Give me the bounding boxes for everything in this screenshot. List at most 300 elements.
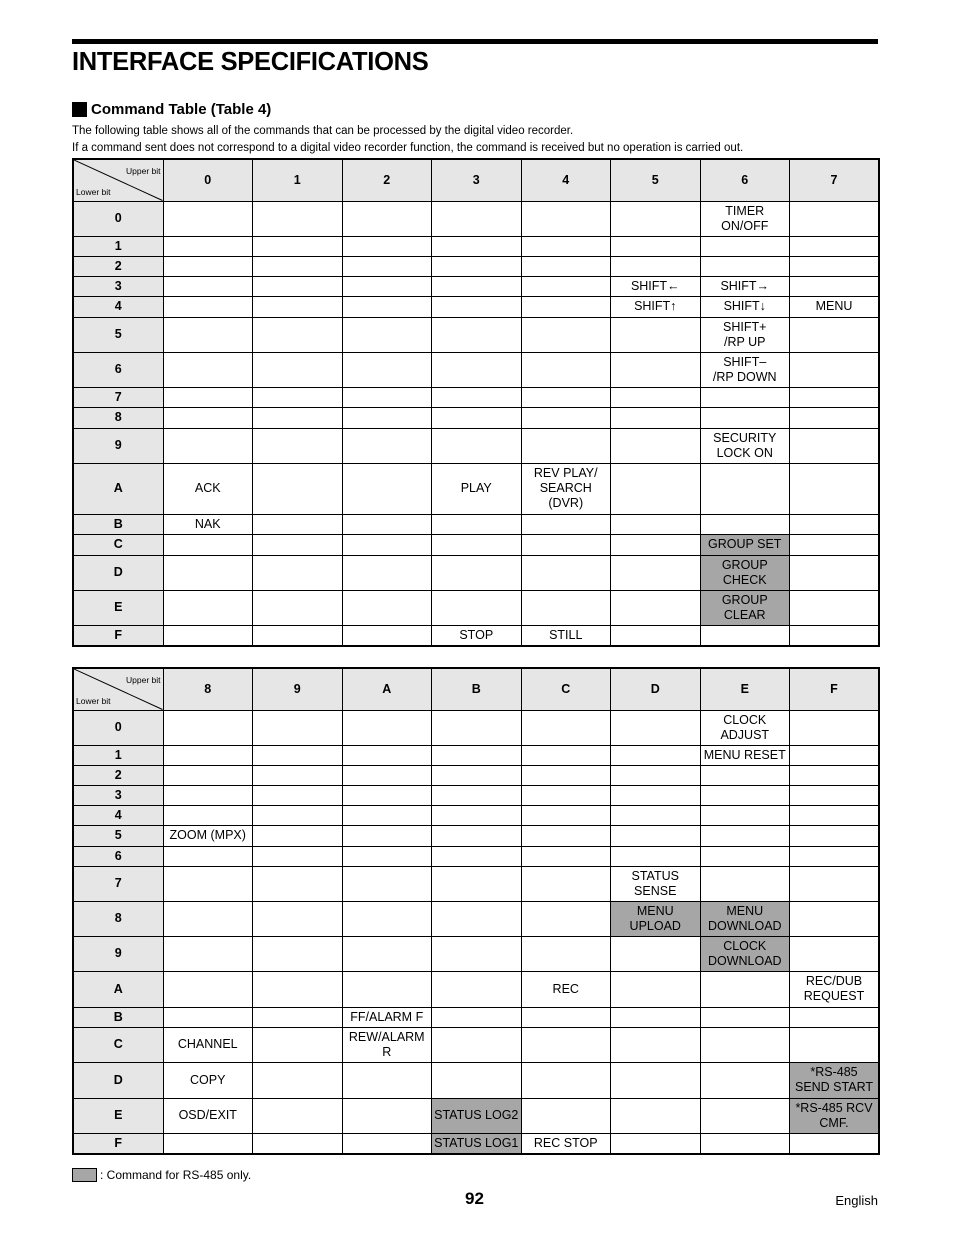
command-cell xyxy=(342,201,432,236)
command-cell xyxy=(790,387,880,407)
command-cell xyxy=(342,514,432,534)
command-cell xyxy=(790,590,880,625)
command-cell xyxy=(253,590,343,625)
table-row xyxy=(73,1098,879,1133)
column-header: 4 xyxy=(521,159,611,201)
table-row xyxy=(73,901,879,936)
command-cell xyxy=(432,901,522,936)
command-cell xyxy=(432,1027,522,1062)
command-cell xyxy=(432,236,522,256)
command-cell: STATUS SENSE xyxy=(611,866,701,901)
row-header: D xyxy=(73,555,163,590)
command-cell xyxy=(432,785,522,805)
command-cell xyxy=(790,866,880,901)
command-cell xyxy=(790,555,880,590)
command-cell xyxy=(163,387,253,407)
command-cell xyxy=(700,846,790,866)
command-cell xyxy=(253,745,343,765)
command-cell: STILL xyxy=(521,625,611,646)
command-cell xyxy=(253,256,343,276)
table-row xyxy=(73,745,879,765)
table-row xyxy=(73,352,879,387)
row-header: F xyxy=(73,1133,163,1154)
command-cell xyxy=(521,534,611,555)
command-cell xyxy=(611,710,701,745)
row-header: 0 xyxy=(73,710,163,745)
command-cell-rs485: STATUS LOG2 xyxy=(432,1098,522,1133)
command-cell xyxy=(253,936,343,971)
command-cell xyxy=(432,936,522,971)
rs485-swatch xyxy=(72,1168,97,1182)
table-row xyxy=(73,296,879,317)
table-row xyxy=(73,256,879,276)
row-header: 8 xyxy=(73,407,163,428)
command-cell xyxy=(163,352,253,387)
command-cell xyxy=(521,1098,611,1133)
command-cell xyxy=(611,236,701,256)
command-cell: SHIFT← xyxy=(611,276,701,296)
command-cell xyxy=(432,428,522,463)
command-cell xyxy=(521,407,611,428)
command-cell-rs485: GROUP SET xyxy=(700,534,790,555)
command-cell xyxy=(700,1062,790,1098)
command-cell xyxy=(253,428,343,463)
command-cell xyxy=(700,407,790,428)
command-cell xyxy=(432,805,522,825)
command-cell xyxy=(521,825,611,846)
command-cell xyxy=(521,276,611,296)
table-row xyxy=(73,805,879,825)
command-cell: CLOCK ADJUST xyxy=(700,710,790,745)
command-cell xyxy=(253,710,343,745)
command-cell-rs485: CLOCK DOWNLOAD xyxy=(700,936,790,971)
command-cell xyxy=(342,710,432,745)
command-cell xyxy=(342,1062,432,1098)
table-row xyxy=(73,625,879,646)
lower-bit-label: Lower bit xyxy=(76,186,111,197)
table-row xyxy=(73,1007,879,1027)
command-cell xyxy=(432,765,522,785)
command-cell xyxy=(432,407,522,428)
row-header: 7 xyxy=(73,387,163,407)
command-cell-rs485: *RS-485 RCV CMF. xyxy=(790,1098,880,1133)
column-header: 1 xyxy=(253,159,343,201)
command-cell xyxy=(521,1007,611,1027)
command-cell xyxy=(700,463,790,514)
command-cell xyxy=(790,256,880,276)
command-cell-rs485: MENU DOWNLOAD xyxy=(700,901,790,936)
command-cell: ZOOM (MPX) xyxy=(163,825,253,846)
command-cell: COPY xyxy=(163,1062,253,1098)
row-header: D xyxy=(73,1062,163,1098)
command-cell-rs485: STATUS LOG1 xyxy=(432,1133,522,1154)
row-header: 2 xyxy=(73,256,163,276)
row-header: 0 xyxy=(73,201,163,236)
command-cell xyxy=(432,555,522,590)
table-row xyxy=(73,1027,879,1062)
command-cell xyxy=(342,590,432,625)
command-cell xyxy=(432,514,522,534)
command-cell xyxy=(253,971,343,1007)
command-cell xyxy=(700,1098,790,1133)
command-cell xyxy=(790,352,880,387)
command-cell xyxy=(253,1007,343,1027)
command-cell: SHIFT↑ xyxy=(611,296,701,317)
row-header: F xyxy=(73,625,163,646)
command-cell xyxy=(253,1027,343,1062)
row-header: 8 xyxy=(73,901,163,936)
command-cell xyxy=(253,236,343,256)
command-cell xyxy=(521,555,611,590)
command-cell xyxy=(253,901,343,936)
command-cell xyxy=(342,971,432,1007)
command-cell xyxy=(342,387,432,407)
command-cell xyxy=(521,387,611,407)
row-header: 5 xyxy=(73,825,163,846)
row-header: 3 xyxy=(73,785,163,805)
command-cell xyxy=(611,1133,701,1154)
command-cell xyxy=(700,256,790,276)
row-header: A xyxy=(73,463,163,514)
command-cell xyxy=(790,463,880,514)
upper-bit-label: Upper bit xyxy=(126,166,161,176)
command-cell xyxy=(521,236,611,256)
command-cell xyxy=(342,866,432,901)
command-cell: SHIFT→ xyxy=(700,276,790,296)
command-cell-rs485: MENU UPLOAD xyxy=(611,901,701,936)
row-header: 3 xyxy=(73,276,163,296)
command-cell xyxy=(790,901,880,936)
command-cell xyxy=(521,866,611,901)
command-cell xyxy=(342,1098,432,1133)
column-header: 2 xyxy=(342,159,432,201)
table-row xyxy=(73,555,879,590)
command-cell xyxy=(700,825,790,846)
page-title: INTERFACE SPECIFICATIONS xyxy=(72,48,429,76)
command-cell xyxy=(521,256,611,276)
command-cell xyxy=(432,201,522,236)
table-row xyxy=(73,710,879,745)
row-header: B xyxy=(73,514,163,534)
command-table-upper-8-f xyxy=(72,667,880,1155)
command-cell xyxy=(342,407,432,428)
command-cell xyxy=(611,317,701,352)
command-cell xyxy=(790,514,880,534)
command-cell xyxy=(790,276,880,296)
command-cell xyxy=(342,317,432,352)
command-cell xyxy=(432,296,522,317)
command-cell xyxy=(253,825,343,846)
row-header: C xyxy=(73,1027,163,1062)
legend-text: : Command for RS-485 only. xyxy=(100,1168,252,1182)
command-cell xyxy=(163,971,253,1007)
command-cell xyxy=(253,463,343,514)
command-cell xyxy=(163,936,253,971)
command-cell xyxy=(163,256,253,276)
row-header: 7 xyxy=(73,866,163,901)
command-cell xyxy=(253,201,343,236)
command-cell xyxy=(342,463,432,514)
column-header: B xyxy=(432,668,522,710)
command-cell: TIMER ON/OFF xyxy=(700,201,790,236)
command-cell xyxy=(521,785,611,805)
corner-cell xyxy=(73,159,163,201)
command-cell xyxy=(611,555,701,590)
row-header: 6 xyxy=(73,352,163,387)
column-header: 8 xyxy=(163,668,253,710)
command-cell xyxy=(700,866,790,901)
table-row xyxy=(73,387,879,407)
command-cell: OSD/EXIT xyxy=(163,1098,253,1133)
command-cell xyxy=(790,407,880,428)
command-cell xyxy=(253,1098,343,1133)
column-header: 6 xyxy=(700,159,790,201)
command-cell xyxy=(521,901,611,936)
section-heading xyxy=(72,101,271,118)
command-cell-rs485: GROUP CLEAR xyxy=(700,590,790,625)
command-cell xyxy=(253,555,343,590)
command-cell xyxy=(253,317,343,352)
command-cell xyxy=(611,256,701,276)
command-cell xyxy=(253,407,343,428)
command-cell xyxy=(790,428,880,463)
command-cell xyxy=(432,534,522,555)
command-cell xyxy=(163,710,253,745)
table-row xyxy=(73,276,879,296)
command-cell xyxy=(611,387,701,407)
command-cell xyxy=(163,625,253,646)
column-header: 7 xyxy=(790,159,880,201)
lower-bit-label: Lower bit xyxy=(76,695,111,706)
table-row xyxy=(73,1062,879,1098)
command-cell xyxy=(342,765,432,785)
command-cell xyxy=(342,825,432,846)
table-row xyxy=(73,785,879,805)
command-cell xyxy=(790,625,880,646)
command-cell xyxy=(253,866,343,901)
command-cell xyxy=(342,901,432,936)
command-cell xyxy=(611,785,701,805)
command-cell xyxy=(521,745,611,765)
command-cell xyxy=(163,590,253,625)
command-table-upper-0-7 xyxy=(72,158,880,647)
command-cell xyxy=(253,514,343,534)
command-cell xyxy=(253,846,343,866)
row-header: B xyxy=(73,1007,163,1027)
command-cell xyxy=(790,317,880,352)
row-header: 1 xyxy=(73,745,163,765)
table-row xyxy=(73,971,879,1007)
intro-line-2: If a command sent does not correspond to a digital video recorder function, the command is received but no operation is carried out. xyxy=(72,142,744,154)
intro-line-1: The following table shows all of the commands that can be processed by the digital video recorder. xyxy=(72,125,574,137)
column-header: D xyxy=(611,668,701,710)
legend xyxy=(72,1168,251,1182)
command-cell-rs485: *RS-485 SEND START xyxy=(790,1062,880,1098)
row-header: C xyxy=(73,534,163,555)
table-row xyxy=(73,201,879,236)
column-header: A xyxy=(342,668,432,710)
command-cell xyxy=(611,1098,701,1133)
command-cell xyxy=(432,866,522,901)
command-cell xyxy=(432,276,522,296)
command-cell xyxy=(163,555,253,590)
command-cell xyxy=(790,846,880,866)
command-cell xyxy=(790,785,880,805)
page-number: 92 xyxy=(465,1189,484,1208)
command-cell xyxy=(163,407,253,428)
command-cell xyxy=(432,256,522,276)
command-cell xyxy=(790,201,880,236)
command-cell: SHIFT+ /RP UP xyxy=(700,317,790,352)
command-cell: CHANNEL xyxy=(163,1027,253,1062)
command-cell xyxy=(342,745,432,765)
command-cell xyxy=(521,201,611,236)
command-cell xyxy=(432,352,522,387)
command-cell xyxy=(163,1007,253,1027)
command-cell xyxy=(700,971,790,1007)
column-header: 0 xyxy=(163,159,253,201)
command-cell xyxy=(611,971,701,1007)
table-row xyxy=(73,866,879,901)
row-header: 2 xyxy=(73,765,163,785)
row-header: 4 xyxy=(73,805,163,825)
command-cell xyxy=(163,901,253,936)
command-cell xyxy=(790,1007,880,1027)
language-label: English xyxy=(835,1193,878,1208)
command-cell: REV PLAY/ SEARCH (DVR) xyxy=(521,463,611,514)
command-cell xyxy=(342,352,432,387)
command-cell xyxy=(342,236,432,256)
command-cell xyxy=(432,317,522,352)
table-row xyxy=(73,590,879,625)
command-cell: MENU xyxy=(790,296,880,317)
command-cell xyxy=(790,1133,880,1154)
command-cell: NAK xyxy=(163,514,253,534)
command-cell xyxy=(611,514,701,534)
command-cell: SHIFT– /RP DOWN xyxy=(700,352,790,387)
command-cell xyxy=(700,765,790,785)
header-row xyxy=(73,159,879,201)
command-cell xyxy=(521,1062,611,1098)
row-header: 5 xyxy=(73,317,163,352)
table-row xyxy=(73,407,879,428)
intro-text xyxy=(72,123,743,157)
command-cell xyxy=(342,936,432,971)
command-cell xyxy=(521,352,611,387)
command-cell xyxy=(342,625,432,646)
table-row xyxy=(73,765,879,785)
command-cell xyxy=(432,387,522,407)
command-cell xyxy=(521,765,611,785)
command-cell: ACK xyxy=(163,463,253,514)
column-header: 3 xyxy=(432,159,522,201)
command-cell xyxy=(611,428,701,463)
command-cell xyxy=(342,428,432,463)
column-header: E xyxy=(700,668,790,710)
command-cell xyxy=(432,846,522,866)
command-cell xyxy=(432,710,522,745)
command-cell xyxy=(253,534,343,555)
table-row xyxy=(73,534,879,555)
command-cell xyxy=(432,825,522,846)
command-cell xyxy=(611,625,701,646)
command-cell xyxy=(163,745,253,765)
command-cell xyxy=(163,1133,253,1154)
command-cell xyxy=(521,428,611,463)
command-cell xyxy=(611,201,701,236)
row-header: E xyxy=(73,1098,163,1133)
command-cell xyxy=(342,296,432,317)
command-cell xyxy=(700,805,790,825)
column-header: 9 xyxy=(253,668,343,710)
table-row xyxy=(73,825,879,846)
command-cell xyxy=(790,236,880,256)
command-cell xyxy=(253,625,343,646)
command-cell xyxy=(253,1062,343,1098)
command-cell xyxy=(163,866,253,901)
command-cell xyxy=(611,825,701,846)
column-header: C xyxy=(521,668,611,710)
command-cell xyxy=(163,534,253,555)
table-row xyxy=(73,463,879,514)
command-cell xyxy=(342,534,432,555)
command-cell xyxy=(611,352,701,387)
command-cell xyxy=(611,745,701,765)
row-header: E xyxy=(73,590,163,625)
command-cell xyxy=(253,765,343,785)
command-cell xyxy=(342,805,432,825)
command-cell: REC xyxy=(521,971,611,1007)
black-square-icon xyxy=(72,102,87,117)
command-cell xyxy=(700,514,790,534)
command-cell xyxy=(253,1133,343,1154)
command-cell xyxy=(521,317,611,352)
command-cell xyxy=(521,805,611,825)
command-cell xyxy=(342,555,432,590)
table-row xyxy=(73,936,879,971)
table-row xyxy=(73,317,879,352)
command-cell xyxy=(342,785,432,805)
command-cell xyxy=(521,296,611,317)
corner-cell xyxy=(73,668,163,710)
command-cell xyxy=(163,296,253,317)
header-row xyxy=(73,668,879,710)
command-cell xyxy=(163,785,253,805)
command-cell xyxy=(790,534,880,555)
command-cell xyxy=(521,846,611,866)
command-cell xyxy=(700,785,790,805)
command-cell xyxy=(611,590,701,625)
command-cell xyxy=(521,710,611,745)
command-cell xyxy=(611,1062,701,1098)
column-header: F xyxy=(790,668,880,710)
command-cell: REW/ALARM R xyxy=(342,1027,432,1062)
command-cell xyxy=(253,387,343,407)
command-cell: PLAY xyxy=(432,463,522,514)
row-header: 4 xyxy=(73,296,163,317)
command-cell xyxy=(611,846,701,866)
command-cell xyxy=(342,1133,432,1154)
table-row xyxy=(73,236,879,256)
table-row xyxy=(73,514,879,534)
row-header: 9 xyxy=(73,936,163,971)
command-cell xyxy=(790,825,880,846)
command-cell: STOP xyxy=(432,625,522,646)
command-cell xyxy=(253,805,343,825)
command-cell xyxy=(790,745,880,765)
table-row xyxy=(73,428,879,463)
command-cell xyxy=(432,745,522,765)
